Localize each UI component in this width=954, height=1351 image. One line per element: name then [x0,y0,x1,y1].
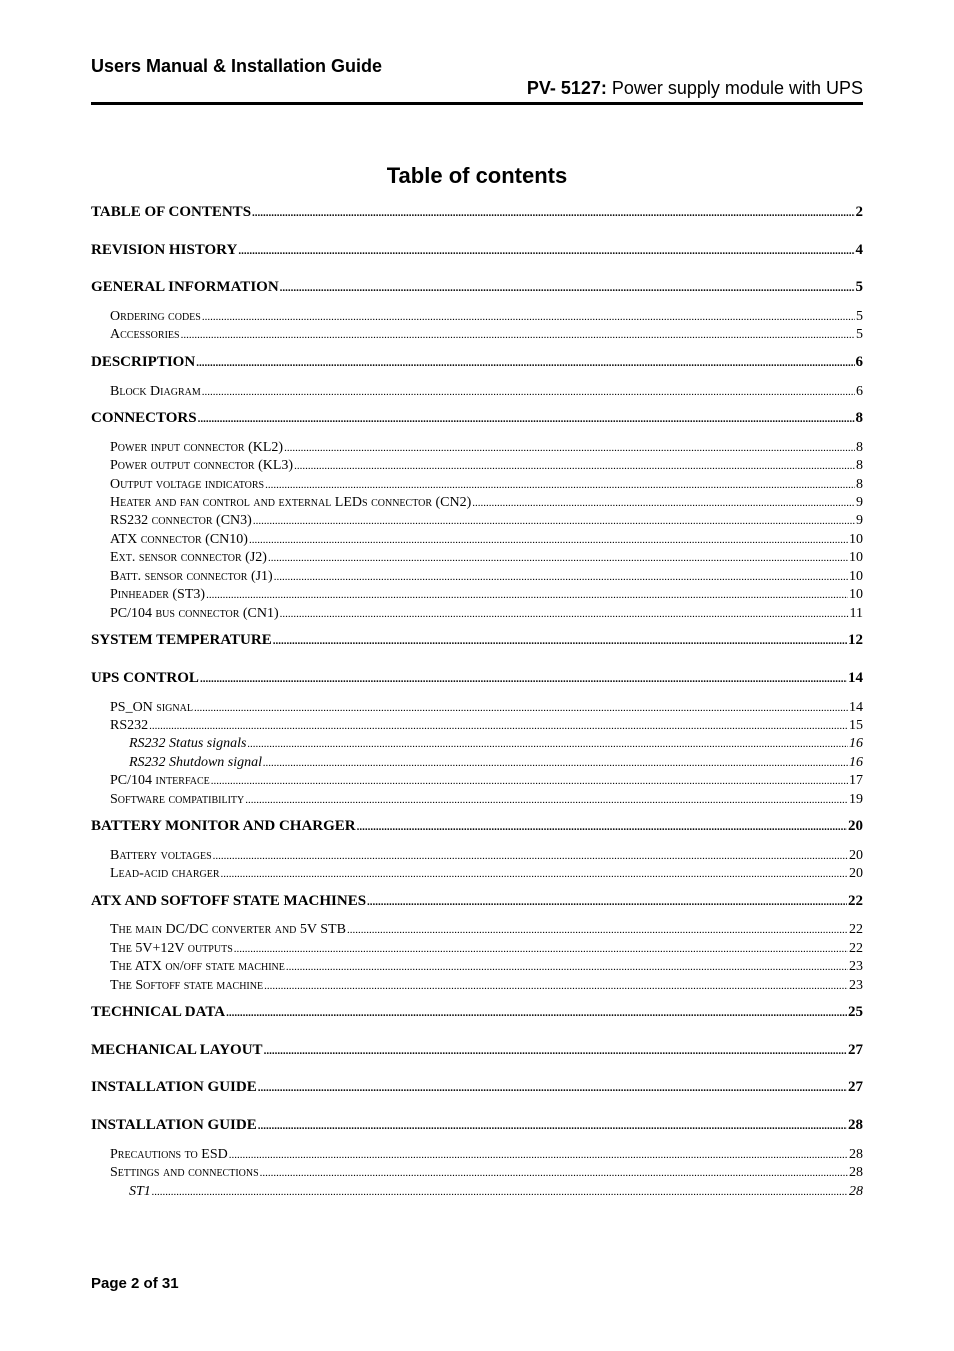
toc-entry[interactable] [91,959,863,975]
toc-entry-title: ST1 [129,1184,151,1199]
toc-dot-leader [247,738,848,750]
toc-dot-leader [229,1149,848,1161]
toc-entry-page: 9 [856,513,863,528]
toc-dot-leader [200,673,847,685]
toc-entry[interactable] [91,848,863,864]
toc-entry[interactable] [91,354,863,371]
toc-dot-leader [253,515,855,527]
toc-entry-title: RS232 Status signals [129,736,247,751]
toc-entry[interactable] [91,327,863,343]
toc-entry-page: 28 [849,1147,863,1162]
toc-entry-title: SYSTEM TEMPERATURE [91,632,272,648]
toc-entry-page: 25 [848,1004,863,1020]
toc-entry-title: TECHNICAL DATA [91,1004,226,1020]
toc-entry[interactable] [91,204,863,221]
toc-entry-page: 27 [848,1042,863,1058]
toc-entry-title: Batt. sensor connector (J1) [110,569,273,584]
toc-dot-leader [221,868,849,880]
toc-dot-leader [198,413,855,425]
toc-entry-title: INSTALLATION GUIDE [91,1079,257,1095]
toc-entry[interactable] [91,893,863,910]
toc-entry-title: The 5V+12V outputs [110,941,233,956]
toc-entry[interactable] [91,632,863,649]
toc-entry[interactable] [91,1165,863,1181]
toc-entry-title: Heater and fan control and external LEDs connector (CN2) [110,495,472,510]
toc-entry[interactable] [91,532,863,548]
toc-entry-page: 22 [848,893,863,909]
toc-entry-page: 17 [849,773,863,788]
toc-entry-page: 10 [849,550,863,565]
toc-dot-leader [280,608,849,620]
toc-dot-leader [249,534,848,546]
toc-entry-page: 8 [856,477,863,492]
toc-entry[interactable] [91,550,863,566]
toc-dot-leader [265,479,855,491]
toc-entry[interactable] [91,384,863,400]
toc-entry-title: BATTERY MONITOR AND CHARGER [91,818,356,834]
toc-entry[interactable] [91,513,863,529]
toc-entry-page: 10 [849,587,863,602]
toc-entry-page: 28 [849,1184,863,1199]
toc-dot-leader [273,635,847,647]
toc-dot-leader [367,896,847,908]
toc-entry-title: Lead-acid charger [110,866,220,881]
toc-entry-page: 8 [856,440,863,455]
toc-dot-leader [206,589,848,601]
toc-entry-page: 15 [849,718,863,733]
toc-entry[interactable] [91,1079,863,1096]
toc-entry-page: 5 [856,309,863,324]
toc-entry-page: 14 [849,700,863,715]
toc-entry[interactable] [91,670,863,687]
toc-dot-leader [226,1007,847,1019]
toc-dot-leader [202,386,855,398]
toc-entry-page: 28 [848,1117,863,1133]
toc-dot-leader [472,497,855,509]
toc-entry[interactable] [91,606,863,622]
toc-entry[interactable] [91,1042,863,1059]
page-number: Page 2 of 31 [91,1275,179,1292]
toc-entry-page: 20 [849,848,863,863]
toc-entry-page: 5 [856,327,863,342]
toc-entry-page: 4 [855,242,863,258]
toc-dot-leader [264,1045,847,1057]
toc-entry-title: PC/104 interface [110,773,210,788]
toc-entry[interactable] [91,587,863,603]
toc-entry-title: Precautions to ESD [110,1147,228,1162]
toc-dot-leader [274,571,848,583]
toc-dot-leader [280,282,855,294]
toc-dot-leader [213,850,848,862]
toc-entry-title: Accessories [110,327,180,342]
toc-entry[interactable] [91,700,863,716]
toc-entry-page: 19 [849,792,863,807]
toc-dot-leader [357,821,847,833]
toc-entry-title: DESCRIPTION [91,354,196,370]
toc-entry-page: 14 [848,670,863,686]
product-title [527,78,863,99]
toc-entry-title: PS_ON signal [110,700,193,715]
page-title: Table of contents [386,163,568,188]
toc-dot-leader [252,207,854,219]
toc-dot-leader [149,720,848,732]
page-header [91,56,863,105]
toc-entry[interactable] [91,755,863,771]
toc-dot-leader [258,1082,847,1094]
toc-entry-title: RS232 connector (CN3) [110,513,252,528]
toc-entry-title: Battery voltages [110,848,212,863]
toc-entry-page: 27 [848,1079,863,1095]
toc-dot-leader [196,357,854,369]
toc-entry[interactable] [91,736,863,752]
toc-entry[interactable] [91,792,863,808]
toc-entry-title: UPS CONTROL [91,670,199,686]
toc-entry[interactable] [91,1184,863,1200]
toc-entry-title: Settings and connections [110,1165,259,1180]
toc-entry[interactable] [91,922,863,938]
manual-title: Users Manual & Installation Guide [91,56,383,76]
model-number: PV- 5127: [526,78,607,98]
toc-entry-title: MECHANICAL LAYOUT [91,1042,263,1058]
toc-entry[interactable] [91,458,863,474]
toc-entry-page: 23 [849,978,863,993]
toc-dot-leader [268,552,848,564]
toc-entry-page: 8 [856,458,863,473]
toc-entry-title: GENERAL INFORMATION [91,279,279,295]
toc-dot-leader [234,943,848,955]
toc-entry-page: 20 [849,866,863,881]
toc-entry-page: 20 [848,818,863,834]
toc-entry-title: PC/104 bus connector (CN1) [110,606,279,621]
toc-dot-leader [194,702,848,714]
toc-dot-leader [152,1186,848,1198]
toc-entry[interactable] [91,718,863,734]
toc-entry-title: Pinheader (ST3) [110,587,206,602]
toc-entry[interactable] [91,1117,863,1134]
toc-entry-page: 2 [855,204,863,220]
toc-entry[interactable] [91,866,863,882]
toc-dot-leader [347,924,848,936]
toc-entry[interactable] [91,941,863,957]
toc-entry[interactable] [91,818,863,835]
toc-entry-page: 10 [849,569,863,584]
toc-entry-title: Software compatibility [110,792,245,807]
toc-entry-title: Ext. sensor connector (J2) [110,550,267,565]
toc-dot-leader [260,1167,848,1179]
toc-entry-page: 28 [849,1165,863,1180]
toc-entry[interactable] [91,440,863,456]
toc-entry[interactable] [91,279,863,296]
toc-entry-page: 22 [849,941,863,956]
toc-entry-title: RS232 Shutdown signal [129,755,263,770]
toc-entry-page: 12 [848,632,863,648]
toc-entry-title: Power input connector (KL2) [110,440,284,455]
toc-entry-title: The Softoff state machine [110,978,264,993]
toc-entry-title: Power output connector (KL3) [110,458,294,473]
toc-entry-title: CONNECTORS [91,410,197,426]
toc-entry-page: 22 [849,922,863,937]
toc-entry-page: 11 [849,606,863,621]
toc-entry-page: 16 [849,755,863,770]
product-description: Power supply module with UPS [606,78,863,98]
toc-entry-title: INSTALLATION GUIDE [91,1117,257,1133]
toc-entry-title: The main DC/DC converter and 5V STB [110,922,346,937]
toc-entry-page: 6 [856,384,863,399]
toc-entry[interactable] [91,242,863,259]
toc-entry[interactable] [91,569,863,585]
toc-entry-page: 6 [855,354,863,370]
toc-entry-title: ATX connector (CN10) [110,532,248,547]
toc-entry-title: Output voltage indicators [110,477,265,492]
toc-entry[interactable] [91,1004,863,1021]
toc-dot-leader [245,794,848,806]
toc-entry[interactable] [91,978,863,994]
toc-dot-leader [211,775,848,787]
toc-entry-page: 23 [849,959,863,974]
toc-entry-page: 8 [855,410,863,426]
toc-entry-page: 16 [849,736,863,751]
toc-entry[interactable] [91,1147,863,1163]
toc-dot-leader [263,757,848,769]
toc-entry-title: The ATX on/off state machine [110,959,285,974]
toc-dot-leader [264,980,848,992]
toc-dot-leader [294,460,855,472]
toc-entry[interactable] [91,495,863,511]
toc-entry-title: Block Diagram [110,384,201,399]
toc-entry-page: 5 [855,279,863,295]
toc-entry[interactable] [91,477,863,493]
toc-entry-title: TABLE OF CONTENTS [91,204,252,220]
toc-dot-leader [202,311,855,323]
toc-entry-title: Ordering codes [110,309,201,324]
toc-entry-title: RS232 [110,718,149,733]
toc-dot-leader [284,442,855,454]
toc-dot-leader [181,329,855,341]
toc-entry-title: ATX AND SOFTOFF STATE MACHINES [91,893,367,909]
toc-entry[interactable] [91,410,863,427]
toc-entry[interactable] [91,773,863,789]
toc-entry-page: 9 [856,495,863,510]
toc-entry-title: REVISION HISTORY [91,242,238,258]
toc-dot-leader [258,1120,847,1132]
toc-dot-leader [286,961,848,973]
toc-dot-leader [238,245,854,257]
toc-entry-page: 10 [849,532,863,547]
toc-entry[interactable] [91,309,863,325]
